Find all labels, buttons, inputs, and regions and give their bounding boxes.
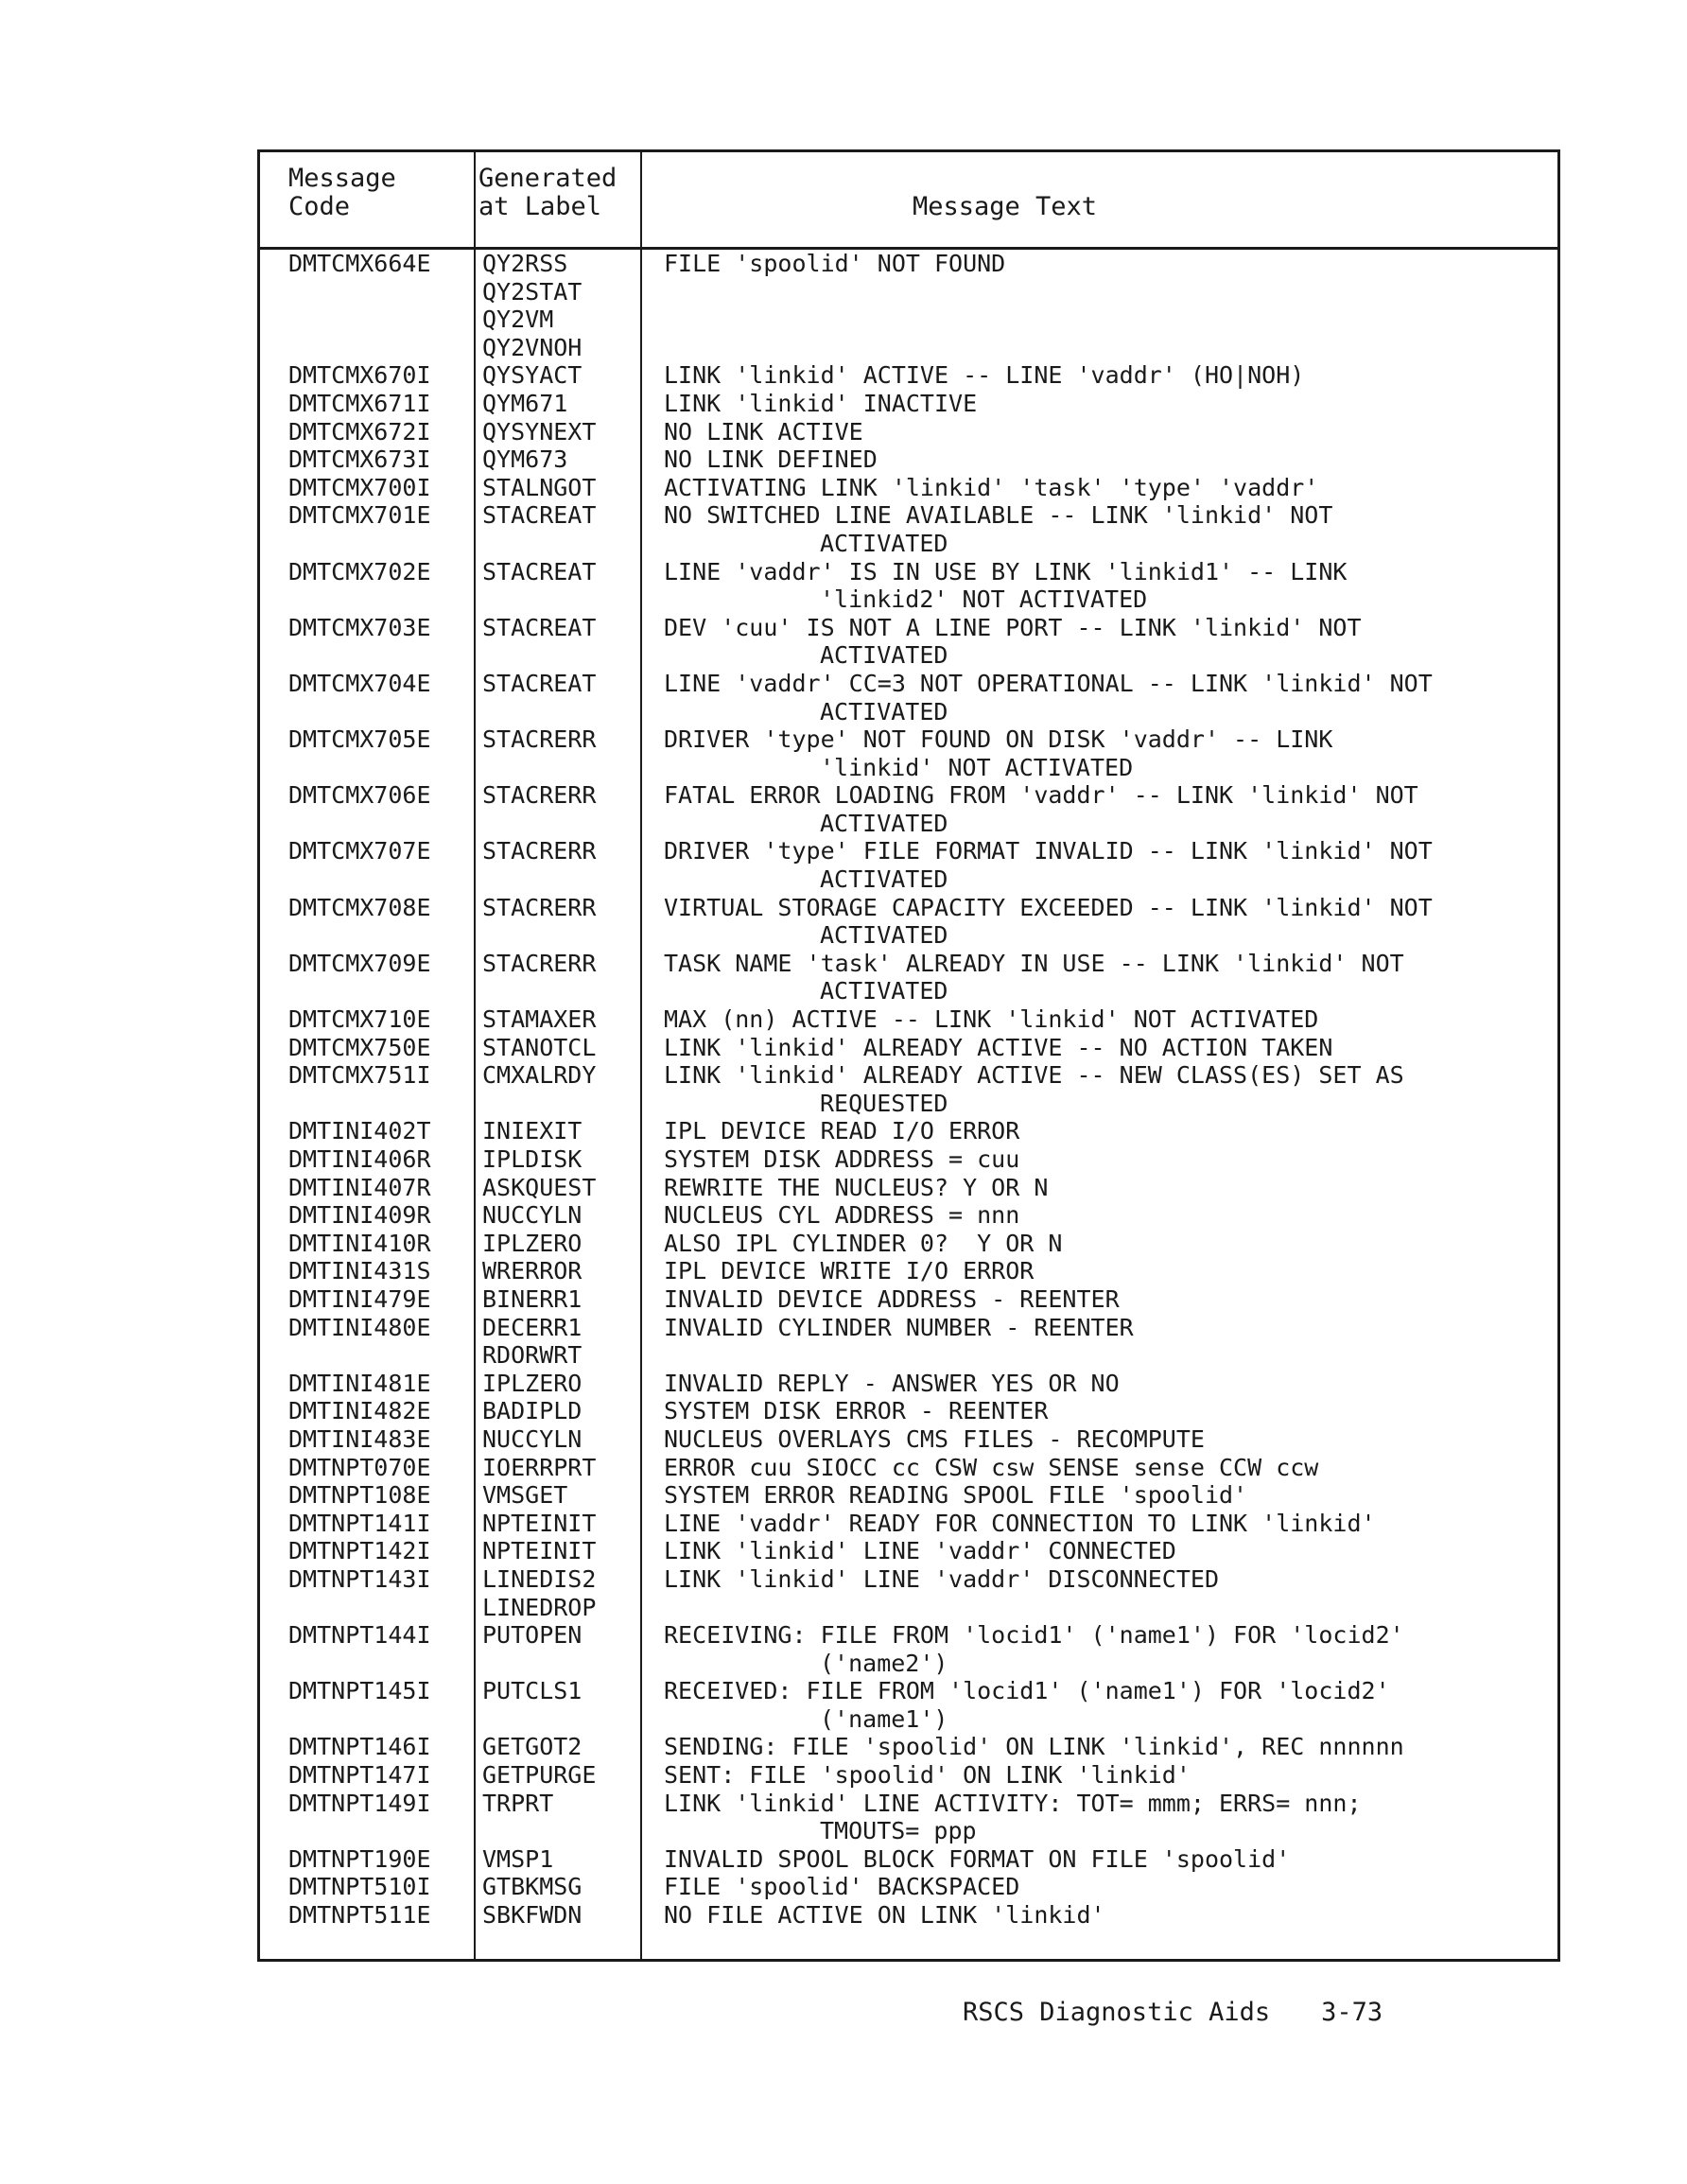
table-row [260,1201,1557,1230]
generated-label: STACRERR [482,837,597,865]
table-row [260,446,1557,474]
generated-label: QY2RSS [482,250,568,277]
table-row [260,390,1557,418]
table-row [260,781,1557,810]
message-text: TASK NAME 'task' ALREADY IN USE -- LINK 'linkid' NOT [664,949,1404,977]
table-row [260,1677,1557,1705]
message-text: LINE 'vaddr' CC=3 NOT OPERATIONAL -- LINK 'linkid' NOT [664,669,1433,697]
message-code: DMTCMX664E [288,250,431,277]
message-text: NO LINK DEFINED [664,446,878,474]
table-row [260,1454,1557,1482]
message-code: DMTINI402T [288,1117,431,1145]
message-text: SENDING: FILE 'spoolid' ON LINK 'linkid', REC nnnnnn [664,1733,1404,1761]
generated-label: NUCCYLN [482,1201,583,1230]
message-text: INVALID REPLY - ANSWER YES OR NO [664,1369,1120,1397]
message-text-continuation: ('name2') [820,1649,948,1677]
generated-label: VMSP1 [482,1844,554,1873]
generated-label: QYSYACT [482,361,583,390]
message-code: DMTINI407R [288,1173,431,1201]
table-row [260,1705,1557,1734]
table-row [260,1761,1557,1790]
generated-label: STACREAT [482,557,597,585]
table-row [260,558,1557,586]
generated-label: TRPRT [482,1789,554,1817]
message-code: DMTINI410R [288,1229,431,1257]
table-row [260,1397,1557,1425]
message-text: SENT: FILE 'spoolid' ON LINK 'linkid' [664,1761,1191,1790]
message-code: DMTNPT143I [288,1564,431,1593]
message-code: DMTNPT141I [288,1509,431,1537]
generated-label: STACRERR [482,949,597,977]
generated-label: IOERRPRT [482,1453,597,1481]
generated-label: QYM673 [482,446,568,474]
message-text: ACTIVATING LINK 'linkid' 'task' 'type' 'vaddr' [664,473,1319,501]
message-text: LINE 'vaddr' READY FOR CONNECTION TO LINK 'linkid' [664,1509,1376,1537]
message-code: DMTCMX670I [288,361,431,390]
generated-label: STACREAT [482,613,597,641]
table-row [260,894,1557,922]
message-text: FILE 'spoolid' NOT FOUND [664,250,1006,277]
table-row [260,1370,1557,1398]
table-row [260,1481,1557,1510]
message-code: DMTINI431S [288,1257,431,1285]
message-code: DMTCMX701E [288,501,431,530]
table-row [260,754,1557,782]
message-text: LINK 'linkid' ALREADY ACTIVE -- NO ACTION TAKEN [664,1033,1333,1061]
table-row [260,1845,1557,1874]
message-code: DMTCMX706E [288,781,431,810]
message-text: IPL DEVICE READ I/O ERROR [664,1117,1020,1145]
message-text: LINK 'linkid' LINE 'vaddr' CONNECTED [664,1537,1176,1565]
message-text: RECEIVED: FILE FROM 'locid1' ('name1') FOR 'locid2' [664,1677,1390,1705]
message-text: LINK 'linkid' LINE 'vaddr' DISCONNECTED [664,1564,1219,1593]
message-text: ERROR cuu SIOCC cc CSW csw SENSE sense CCW ccw [664,1453,1319,1481]
table-row [260,1230,1557,1258]
generated-label: DECERR1 [482,1313,583,1341]
generated-label: STACRERR [482,893,597,921]
generated-label: PUTCLS1 [482,1677,583,1705]
message-code: DMTCMX700I [288,473,431,501]
message-code: DMTCMX709E [288,949,431,977]
generated-label: QYM671 [482,389,568,417]
generated-label: NPTEINIT [482,1509,597,1537]
message-text: INVALID DEVICE ADDRESS - REENTER [664,1284,1120,1313]
generated-label: IPLDISK [482,1145,583,1173]
generated-label: PUTOPEN [482,1621,583,1650]
table-row [260,501,1557,530]
generated-label: INIEXIT [482,1117,583,1145]
generated-label: QY2VNOH [482,333,583,361]
table-row [260,1034,1557,1062]
generated-label: NPTEINIT [482,1537,597,1565]
generated-label: QY2STAT [482,277,583,306]
message-code: DMTINI479E [288,1284,431,1313]
table-row [260,1790,1557,1818]
generated-label: QY2VM [482,306,554,334]
message-code: DMTCMX703E [288,613,431,641]
message-code: DMTCMX672I [288,417,431,446]
table-row [260,950,1557,978]
message-text: INVALID SPOOL BLOCK FORMAT ON FILE 'spoolid' [664,1844,1291,1873]
message-text: NO FILE ACTIVE ON LINK 'linkid' [664,1901,1105,1930]
generated-label: IPLZERO [482,1229,583,1257]
generated-label: RDORWRT [482,1341,583,1370]
message-code: DMTCMX707E [288,837,431,865]
table-header [260,152,1557,250]
table-row [260,418,1557,446]
message-code: DMTNPT147I [288,1761,431,1790]
generated-label: CMXALRDY [482,1061,597,1090]
generated-label: LINEDIS2 [482,1564,597,1593]
message-code: DMTNPT510I [288,1873,431,1901]
generated-label: STACREAT [482,669,597,697]
message-code: DMTCMX671I [288,389,431,417]
generated-label: GETGOT2 [482,1733,583,1761]
message-code: DMTCMX710E [288,1005,431,1034]
table-row [260,1061,1557,1090]
footer-section-title: RSCS Diagnostic Aids [963,1998,1271,2027]
page-footer [963,1998,1383,2027]
header-generated-label: Generated at Label [478,164,617,221]
message-code: DMTCMX708E [288,893,431,921]
generated-label: SBKFWDN [482,1901,583,1930]
message-code: DMTNPT108E [288,1481,431,1510]
message-code: DMTNPT190E [288,1844,431,1873]
table-row [260,361,1557,390]
table-row [260,698,1557,726]
table-row [260,474,1557,502]
message-text-continuation: TMOUTS= ppp [820,1817,977,1845]
message-code: DMTCMX705E [288,725,431,754]
message-text: SYSTEM DISK ADDRESS = cuu [664,1145,1020,1173]
message-text: NO LINK ACTIVE [664,417,863,446]
message-code: DMTNPT511E [288,1901,431,1930]
message-code: DMTINI406R [288,1145,431,1173]
generated-label: ASKQUEST [482,1173,597,1201]
message-code: DMTCMX673I [288,446,431,474]
table-row [260,1341,1557,1370]
message-text: RECEIVING: FILE FROM 'locid1' ('name1') FOR 'locid2' [664,1621,1404,1650]
message-text: LINE 'vaddr' IS IN USE BY LINK 'linkid1' -- LINK [664,557,1348,585]
table-row [260,1594,1557,1622]
table-body [260,250,1557,1930]
message-code: DMTNPT145I [288,1677,431,1705]
message-code: DMTINI483E [288,1424,431,1453]
message-code: DMTNPT146I [288,1733,431,1761]
table-row [260,837,1557,865]
message-text: REWRITE THE NUCLEUS? Y OR N [664,1173,1049,1201]
message-code: DMTNPT070E [288,1453,431,1481]
table-row [260,1621,1557,1650]
generated-label: GETPURGE [482,1761,597,1790]
table-row [260,530,1557,558]
generated-label: STAMAXER [482,1005,597,1034]
table-row [260,614,1557,642]
table-row [260,278,1557,306]
table-row [260,1565,1557,1594]
generated-label: STACREAT [482,501,597,530]
table-row [260,1314,1557,1342]
message-text-continuation: 'linkid' NOT ACTIVATED [820,753,1134,781]
generated-label: BINERR1 [482,1284,583,1313]
table-row [260,1650,1557,1678]
message-code: DMTINI409R [288,1201,431,1230]
message-code: DMTINI480E [288,1313,431,1341]
message-text: MAX (nn) ACTIVE -- LINK 'linkid' NOT ACTIVATED [664,1005,1319,1034]
table-row [260,865,1557,894]
table-row [260,1510,1557,1538]
message-text-continuation: ACTIVATED [820,529,948,557]
generated-label: STANOTCL [482,1033,597,1061]
table-row [260,1145,1557,1174]
message-code: DMTNPT144I [288,1621,431,1650]
header-message-code: Message Code [288,164,396,221]
message-text: NUCLEUS CYL ADDRESS = nnn [664,1201,1020,1230]
table-row [260,1257,1557,1285]
generated-label: STALNGOT [482,473,597,501]
table-row [260,1005,1557,1034]
table-row [260,585,1557,614]
message-text: NO SWITCHED LINE AVAILABLE -- LINK 'linkid' NOT [664,501,1333,530]
message-text: IPL DEVICE WRITE I/O ERROR [664,1257,1035,1285]
message-code: DMTNPT142I [288,1537,431,1565]
message-text: SYSTEM DISK ERROR - REENTER [664,1397,1049,1425]
table-row [260,921,1557,950]
table-row [260,1901,1557,1930]
message-text: DRIVER 'type' FILE FORMAT INVALID -- LINK 'linkid' NOT [664,837,1433,865]
generated-label: IPLZERO [482,1369,583,1397]
table-row [260,306,1557,334]
message-text: DRIVER 'type' NOT FOUND ON DISK 'vaddr' -- LINK [664,725,1333,754]
table-row [260,1733,1557,1761]
table-row [260,1873,1557,1901]
message-text: NUCLEUS OVERLAYS CMS FILES - RECOMPUTE [664,1424,1205,1453]
table-row [260,670,1557,698]
message-code: DMTCMX702E [288,557,431,585]
table-row [260,1090,1557,1118]
generated-label: STACRERR [482,781,597,810]
message-text-continuation: 'linkid2' NOT ACTIVATED [820,585,1148,614]
message-text: ALSO IPL CYLINDER 0? Y OR N [664,1229,1063,1257]
table-row [260,1537,1557,1565]
message-code: DMTINI482E [288,1397,431,1425]
generated-label: LINEDROP [482,1593,597,1621]
message-text-continuation: ACTIVATED [820,865,948,894]
message-code: DMTNPT149I [288,1789,431,1817]
message-text-continuation: ACTIVATED [820,977,948,1005]
message-text-continuation: ('name1') [820,1704,948,1733]
message-text: INVALID CYLINDER NUMBER - REENTER [664,1313,1134,1341]
table-row [260,1174,1557,1202]
table-row [260,1817,1557,1845]
message-table [257,149,1560,1962]
generated-label: QYSYNEXT [482,417,597,446]
message-text: DEV 'cuu' IS NOT A LINE PORT -- LINK 'linkid' NOT [664,613,1362,641]
table-row [260,1117,1557,1145]
message-code: DMTINI481E [288,1369,431,1397]
generated-label: GTBKMSG [482,1873,583,1901]
table-row [260,334,1557,362]
table-row [260,725,1557,754]
message-code: DMTCMX751I [288,1061,431,1090]
generated-label: VMSGET [482,1481,568,1510]
header-message-text: Message Text [913,192,1098,221]
message-text: VIRTUAL STORAGE CAPACITY EXCEEDED -- LINK 'linkid' NOT [664,893,1433,921]
table-row [260,250,1557,278]
message-text-continuation: ACTIVATED [820,809,948,837]
message-text: LINK 'linkid' ACTIVE -- LINE 'vaddr' (HO|NOH) [664,361,1305,390]
table-row [260,641,1557,670]
message-code: DMTCMX750E [288,1033,431,1061]
message-text: LINK 'linkid' INACTIVE [664,389,978,417]
message-text: LINK 'linkid' ALREADY ACTIVE -- NEW CLASS(ES) SET AS [664,1061,1404,1090]
message-text-continuation: REQUESTED [820,1089,948,1117]
table-row [260,1425,1557,1454]
message-text: SYSTEM ERROR READING SPOOL FILE 'spoolid' [664,1481,1248,1510]
message-text-continuation: ACTIVATED [820,641,948,670]
table-row [260,810,1557,838]
table-row [260,977,1557,1005]
generated-label: STACRERR [482,725,597,754]
table-row [260,1285,1557,1314]
message-text-continuation: ACTIVATED [820,697,948,725]
page-number: 3-73 [1321,1998,1383,2027]
generated-label: NUCCYLN [482,1424,583,1453]
message-code: DMTCMX704E [288,669,431,697]
message-text: FILE 'spoolid' BACKSPACED [664,1873,1020,1901]
message-text: LINK 'linkid' LINE ACTIVITY: TOT= mmm; ERRS= nnn; [664,1789,1362,1817]
generated-label: BADIPLD [482,1397,583,1425]
generated-label: WRERROR [482,1257,583,1285]
message-text-continuation: ACTIVATED [820,921,948,950]
message-text: FATAL ERROR LOADING FROM 'vaddr' -- LINK 'linkid' NOT [664,781,1418,810]
